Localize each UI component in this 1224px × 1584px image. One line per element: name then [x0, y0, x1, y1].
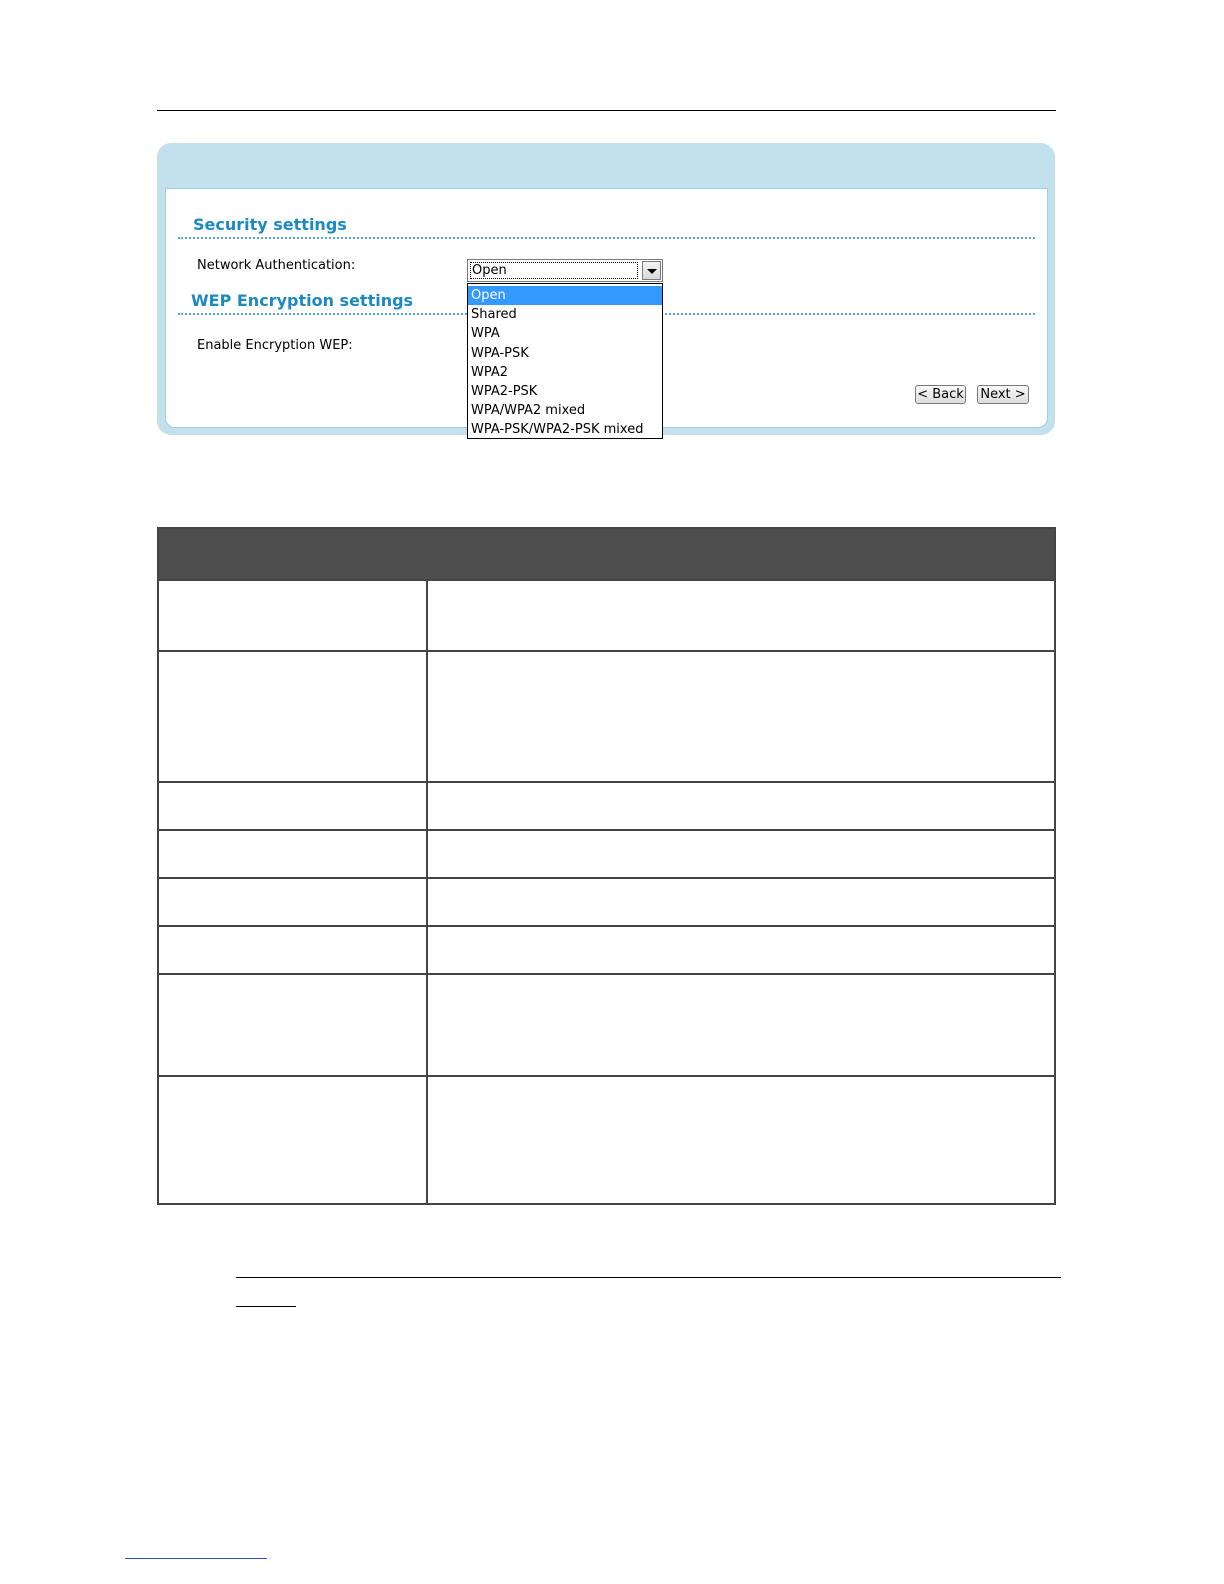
table-row — [159, 650, 1054, 781]
table-row — [159, 925, 1054, 973]
enable-wep-label: Enable Encryption WEP: — [197, 338, 353, 353]
chevron-down-icon[interactable] — [642, 261, 661, 280]
network-auth-label: Network Authentication: — [197, 258, 356, 273]
back-button[interactable]: < Back — [915, 385, 966, 404]
section-divider — [178, 237, 1035, 239]
network-auth-select[interactable] — [467, 259, 663, 282]
dropdown-option[interactable]: Open — [468, 286, 662, 305]
dropdown-option[interactable]: WPA2 — [471, 364, 509, 380]
dropdown-option[interactable]: WPA — [471, 326, 500, 342]
footnote-rule — [236, 1277, 1061, 1278]
dropdown-option[interactable]: WPA/WPA2 mixed — [471, 403, 586, 419]
table-row — [159, 579, 1054, 650]
parameters-table — [157, 527, 1056, 1205]
security-settings-title: Security settings — [193, 215, 347, 234]
footnote-underline — [236, 1306, 296, 1307]
network-auth-select-value: Open — [470, 262, 638, 279]
table-row — [159, 973, 1054, 1075]
table-header — [159, 529, 1054, 579]
table-row — [159, 877, 1054, 925]
table-row — [159, 1075, 1054, 1205]
table-row — [159, 829, 1054, 877]
table-row — [159, 781, 1054, 829]
page-header-rule — [157, 110, 1056, 111]
network-auth-dropdown[interactable] — [467, 283, 663, 439]
dropdown-option[interactable]: WPA-PSK — [471, 345, 529, 361]
dropdown-option[interactable]: Shared — [471, 307, 517, 323]
dropdown-option[interactable]: WPA2-PSK — [471, 383, 538, 399]
dropdown-option[interactable]: WPA-PSK/WPA2-PSK mixed — [471, 422, 644, 438]
next-button[interactable]: Next > — [977, 385, 1029, 404]
footer-link-underline — [125, 1558, 267, 1559]
wep-settings-title: WEP Encryption settings — [191, 291, 414, 310]
